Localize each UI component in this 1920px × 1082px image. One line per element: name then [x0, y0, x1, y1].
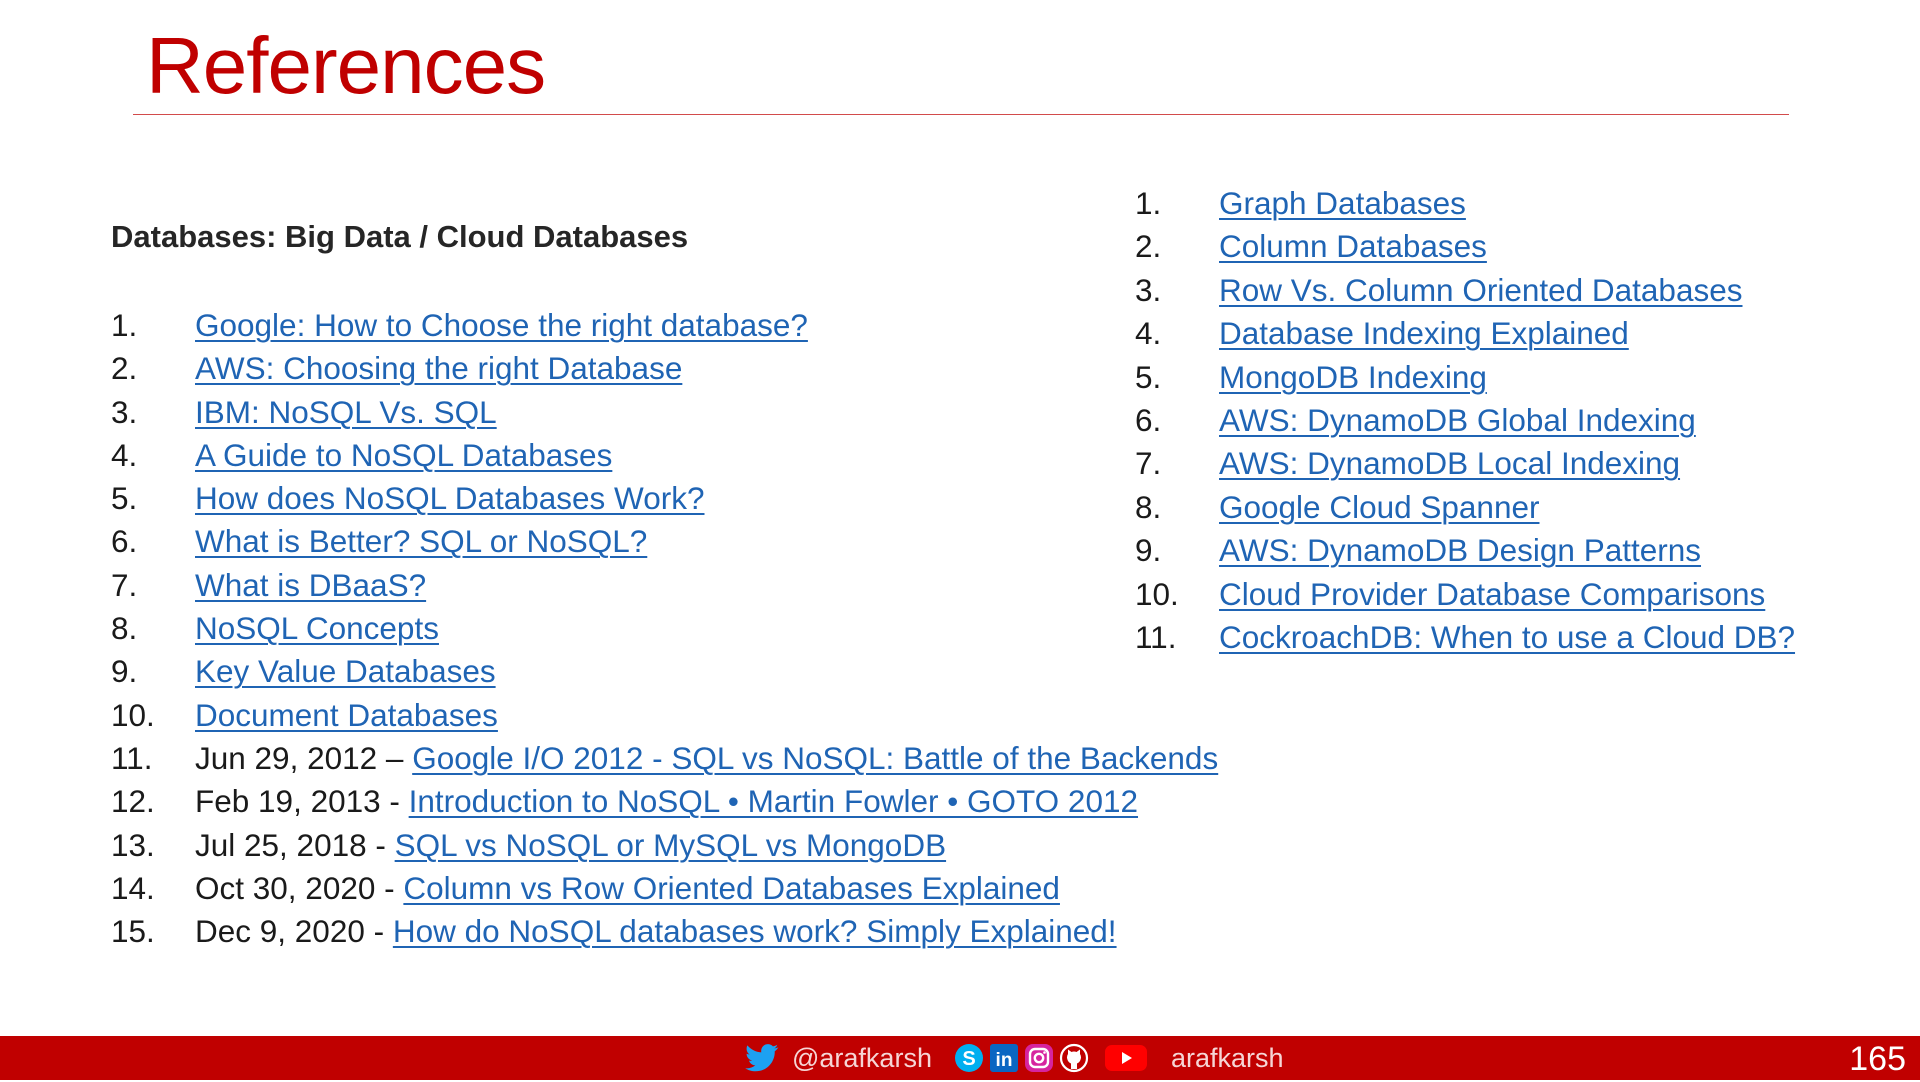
item-number: 5.	[1135, 358, 1162, 395]
item-number: 4.	[111, 436, 138, 473]
item-number: 6.	[1135, 401, 1162, 438]
item-date: Jun 29, 2012 –	[195, 739, 413, 776]
reference-link[interactable]: Column Databases	[1219, 228, 1487, 265]
youtube-icon[interactable]	[1104, 1043, 1148, 1073]
item-number: 12.	[111, 783, 155, 820]
github-icon[interactable]	[1059, 1043, 1089, 1073]
reference-link[interactable]: MongoDB Indexing	[1219, 358, 1487, 395]
social-handle[interactable]: arafkarsh	[1170, 1042, 1284, 1073]
item-number: 3.	[111, 393, 138, 430]
reference-link[interactable]: Google Cloud Spanner	[1219, 488, 1540, 525]
footer-social	[745, 1036, 1284, 1080]
reference-link[interactable]: How do NoSQL databases work? Simply Explained!	[392, 913, 1117, 950]
twitter-icon[interactable]	[745, 1044, 779, 1072]
footer-bar	[0, 1036, 1920, 1080]
twitter-handle[interactable]: @arafkarsh	[792, 1042, 932, 1073]
reference-link[interactable]: Introduction to NoSQL • Martin Fowler • GOTO 2012	[408, 783, 1139, 820]
reference-link[interactable]: NoSQL Concepts	[195, 610, 439, 647]
item-date: Dec 9, 2020 -	[195, 913, 393, 950]
skype-icon[interactable]	[954, 1043, 984, 1073]
item-number: 10.	[1135, 575, 1179, 612]
reference-link[interactable]: AWS: DynamoDB Local Indexing	[1219, 445, 1681, 482]
item-number: 4.	[1135, 315, 1162, 352]
item-number: 11.	[111, 739, 153, 776]
item-number: 8.	[111, 610, 138, 647]
item-number: 11.	[1135, 618, 1177, 655]
reference-link[interactable]: A Guide to NoSQL Databases	[195, 436, 613, 473]
reference-link[interactable]: Graph Databases	[1219, 185, 1466, 221]
section-heading: Databases: Big Data / Cloud Databases	[111, 219, 689, 254]
reference-link[interactable]: Row Vs. Column Oriented Databases	[1219, 271, 1743, 308]
instagram-icon[interactable]	[1024, 1043, 1054, 1073]
slide-title: References	[146, 21, 546, 110]
item-date: Jul 25, 2018 -	[195, 826, 395, 863]
item-number: 15.	[111, 913, 155, 950]
reference-link[interactable]: Google I/O 2012 - SQL vs NoSQL: Battle of the Backends	[412, 739, 1219, 776]
reference-link[interactable]: Column vs Row Oriented Databases Explained	[403, 869, 1060, 906]
reference-link[interactable]: Google: How to Choose the right database?	[195, 307, 808, 343]
reference-link[interactable]: Key Value Databases	[195, 653, 496, 690]
reference-link[interactable]: SQL vs NoSQL or MySQL vs MongoDB	[394, 826, 947, 863]
reference-link[interactable]: AWS: DynamoDB Global Indexing	[1219, 401, 1696, 438]
item-number: 7.	[111, 566, 138, 603]
item-number: 5.	[111, 480, 138, 517]
reference-link[interactable]: What is DBaaS?	[195, 566, 427, 603]
item-number: 10.	[111, 696, 155, 733]
linkedin-icon[interactable]	[989, 1043, 1019, 1073]
reference-link[interactable]: CockroachDB: When to use a Cloud DB?	[1219, 618, 1796, 655]
page-number: 165	[1849, 1040, 1906, 1078]
title-divider	[133, 114, 1789, 115]
item-number: 3.	[1135, 271, 1162, 308]
svg-text:in: in	[995, 1050, 1013, 1071]
reference-link[interactable]: What is Better? SQL or NoSQL?	[195, 523, 648, 560]
item-number: 2.	[1135, 228, 1162, 265]
item-number: 9.	[111, 653, 138, 690]
reference-link[interactable]: Database Indexing Explained	[1219, 315, 1629, 352]
item-number: 7.	[1135, 445, 1162, 482]
item-number: 8.	[1135, 488, 1162, 525]
reference-link[interactable]: How does NoSQL Databases Work?	[195, 480, 705, 517]
item-number: 14.	[111, 869, 155, 906]
item-number: 2.	[111, 350, 138, 387]
item-number: 6.	[111, 523, 138, 560]
item-number: 1.	[1135, 185, 1162, 221]
item-number: 13.	[111, 826, 155, 863]
item-number: 9.	[1135, 532, 1162, 569]
item-date: Oct 30, 2020 -	[195, 869, 404, 906]
reference-link[interactable]: Cloud Provider Database Comparisons	[1219, 575, 1766, 612]
reference-link[interactable]: IBM: NoSQL Vs. SQL	[195, 393, 497, 430]
item-date: Feb 19, 2013 -	[195, 783, 409, 820]
reference-link[interactable]: Document Databases	[195, 696, 498, 733]
svg-text:S: S	[962, 1048, 976, 1070]
reference-link[interactable]: AWS: DynamoDB Design Patterns	[1219, 532, 1702, 569]
item-number: 1.	[111, 307, 138, 343]
reference-link[interactable]: AWS: Choosing the right Database	[195, 350, 683, 387]
